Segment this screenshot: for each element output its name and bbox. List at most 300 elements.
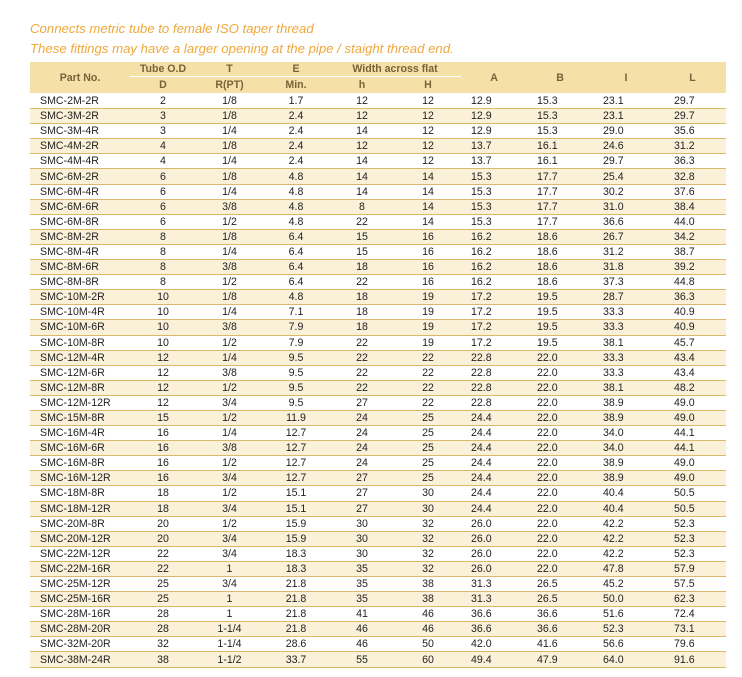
cell-part-no: SMC-3M-4R <box>30 124 130 139</box>
cell-dim-a: 13.7 <box>461 139 527 154</box>
cell-dim-b: 22.0 <box>527 441 593 456</box>
cell-tube-od-d: 25 <box>130 577 196 592</box>
cell-tube-od-d: 25 <box>130 592 196 607</box>
table-row <box>30 229 726 244</box>
cell-dim-l: 36.3 <box>659 154 726 169</box>
cell-dim-i: 36.6 <box>593 214 659 229</box>
cell-e-min: 15.9 <box>263 516 329 531</box>
cell-width-h-small: 14 <box>329 169 395 184</box>
cell-dim-b: 22.0 <box>527 350 593 365</box>
cell-thread-r-pt: 1/2 <box>196 516 263 531</box>
cell-width-h-small: 15 <box>329 229 395 244</box>
header-width-across-flat: Width across flat <box>329 62 461 77</box>
cell-e-min: 2.4 <box>263 139 329 154</box>
cell-dim-b: 18.6 <box>527 275 593 290</box>
table-row <box>30 456 726 471</box>
cell-e-min: 2.4 <box>263 154 329 169</box>
cell-thread-r-pt: 1/4 <box>196 124 263 139</box>
cell-tube-od-d: 18 <box>130 501 196 516</box>
cell-width-h-small: 46 <box>329 622 395 637</box>
cell-thread-r-pt: 3/8 <box>196 365 263 380</box>
cell-tube-od-d: 22 <box>130 561 196 576</box>
table-row <box>30 275 726 290</box>
cell-dim-a: 17.2 <box>461 290 527 305</box>
cell-width-h-big: 12 <box>395 139 461 154</box>
cell-part-no: SMC-16M-4R <box>30 426 130 441</box>
cell-width-h-big: 25 <box>395 456 461 471</box>
cell-width-h-big: 32 <box>395 546 461 561</box>
cell-width-h-big: 46 <box>395 607 461 622</box>
cell-e-min: 33.7 <box>263 652 329 667</box>
cell-dim-b: 17.7 <box>527 184 593 199</box>
cell-width-h-small: 15 <box>329 244 395 259</box>
cell-dim-b: 15.3 <box>527 94 593 109</box>
cell-thread-r-pt: 1/4 <box>196 350 263 365</box>
cell-part-no: SMC-12M-6R <box>30 365 130 380</box>
cell-e-min: 2.4 <box>263 109 329 124</box>
cell-dim-b: 22.0 <box>527 365 593 380</box>
cell-part-no: SMC-4M-2R <box>30 139 130 154</box>
header-e: E <box>263 62 329 77</box>
header-i: I <box>593 62 659 94</box>
cell-width-h-big: 16 <box>395 229 461 244</box>
cell-dim-l: 38.7 <box>659 244 726 259</box>
cell-dim-b: 22.0 <box>527 426 593 441</box>
cell-dim-l: 72.4 <box>659 607 726 622</box>
cell-tube-od-d: 8 <box>130 244 196 259</box>
cell-dim-i: 26.7 <box>593 229 659 244</box>
cell-dim-l: 73.1 <box>659 622 726 637</box>
cell-dim-l: 49.0 <box>659 410 726 425</box>
cell-tube-od-d: 3 <box>130 124 196 139</box>
cell-dim-i: 24.6 <box>593 139 659 154</box>
table-row <box>30 139 726 154</box>
cell-dim-b: 15.3 <box>527 109 593 124</box>
cell-width-h-small: 12 <box>329 94 395 109</box>
cell-tube-od-d: 12 <box>130 380 196 395</box>
cell-tube-od-d: 38 <box>130 652 196 667</box>
cell-dim-l: 48.2 <box>659 380 726 395</box>
spec-table <box>30 62 726 668</box>
cell-dim-i: 56.6 <box>593 637 659 652</box>
cell-dim-l: 49.0 <box>659 395 726 410</box>
cell-tube-od-d: 15 <box>130 410 196 425</box>
cell-dim-a: 26.0 <box>461 516 527 531</box>
cell-part-no: SMC-6M-8R <box>30 214 130 229</box>
cell-e-min: 6.4 <box>263 244 329 259</box>
header-b: B <box>527 62 593 94</box>
cell-dim-l: 36.3 <box>659 290 726 305</box>
cell-e-min: 4.8 <box>263 214 329 229</box>
cell-width-h-small: 30 <box>329 516 395 531</box>
cell-tube-od-d: 8 <box>130 229 196 244</box>
cell-width-h-big: 25 <box>395 441 461 456</box>
cell-dim-a: 24.4 <box>461 471 527 486</box>
cell-dim-b: 22.0 <box>527 516 593 531</box>
cell-tube-od-d: 8 <box>130 275 196 290</box>
cell-thread-r-pt: 1 <box>196 561 263 576</box>
cell-part-no: SMC-38M-24R <box>30 652 130 667</box>
cell-thread-r-pt: 3/8 <box>196 199 263 214</box>
cell-width-h-big: 22 <box>395 395 461 410</box>
table-row <box>30 109 726 124</box>
cell-e-min: 7.9 <box>263 320 329 335</box>
cell-part-no: SMC-16M-12R <box>30 471 130 486</box>
cell-dim-a: 22.8 <box>461 350 527 365</box>
cell-dim-i: 38.1 <box>593 380 659 395</box>
cell-e-min: 21.8 <box>263 577 329 592</box>
cell-dim-i: 38.9 <box>593 456 659 471</box>
cell-e-min: 7.1 <box>263 305 329 320</box>
header-part-no: Part No. <box>30 62 130 94</box>
cell-dim-b: 22.0 <box>527 486 593 501</box>
cell-e-min: 4.8 <box>263 290 329 305</box>
cell-dim-a: 16.2 <box>461 244 527 259</box>
cell-thread-r-pt: 1/2 <box>196 380 263 395</box>
cell-dim-b: 19.5 <box>527 335 593 350</box>
cell-width-h-big: 46 <box>395 622 461 637</box>
table-row <box>30 154 726 169</box>
cell-thread-r-pt: 3/4 <box>196 471 263 486</box>
cell-tube-od-d: 8 <box>130 260 196 275</box>
cell-e-min: 6.4 <box>263 260 329 275</box>
cell-width-h-big: 14 <box>395 214 461 229</box>
cell-width-h-small: 12 <box>329 109 395 124</box>
cell-part-no: SMC-25M-16R <box>30 592 130 607</box>
cell-width-h-small: 24 <box>329 426 395 441</box>
cell-dim-l: 49.0 <box>659 456 726 471</box>
cell-part-no: SMC-16M-8R <box>30 456 130 471</box>
cell-width-h-small: 55 <box>329 652 395 667</box>
cell-tube-od-d: 6 <box>130 169 196 184</box>
cell-e-min: 18.3 <box>263 561 329 576</box>
cell-thread-r-pt: 1 <box>196 592 263 607</box>
cell-part-no: SMC-18M-12R <box>30 501 130 516</box>
cell-part-no: SMC-8M-8R <box>30 275 130 290</box>
cell-width-h-small: 35 <box>329 561 395 576</box>
cell-dim-i: 23.1 <box>593 109 659 124</box>
cell-dim-a: 26.0 <box>461 546 527 561</box>
cell-width-h-big: 32 <box>395 531 461 546</box>
cell-dim-l: 44.1 <box>659 426 726 441</box>
cell-thread-r-pt: 1/4 <box>196 184 263 199</box>
cell-tube-od-d: 16 <box>130 456 196 471</box>
cell-dim-a: 16.2 <box>461 229 527 244</box>
cell-e-min: 15.1 <box>263 501 329 516</box>
cell-width-h-big: 22 <box>395 365 461 380</box>
cell-thread-r-pt: 1/8 <box>196 169 263 184</box>
table-row <box>30 305 726 320</box>
header-t: T <box>196 62 263 77</box>
table-row <box>30 260 726 275</box>
table-row <box>30 184 726 199</box>
cell-width-h-big: 30 <box>395 486 461 501</box>
cell-width-h-big: 50 <box>395 637 461 652</box>
table-row <box>30 592 726 607</box>
cell-dim-b: 17.7 <box>527 214 593 229</box>
cell-part-no: SMC-6M-2R <box>30 169 130 184</box>
cell-thread-r-pt: 3/8 <box>196 320 263 335</box>
cell-dim-i: 52.3 <box>593 622 659 637</box>
cell-dim-b: 22.0 <box>527 395 593 410</box>
cell-thread-r-pt: 1/8 <box>196 109 263 124</box>
cell-dim-i: 40.4 <box>593 486 659 501</box>
cell-width-h-small: 8 <box>329 199 395 214</box>
table-header <box>30 62 726 94</box>
header-r-pt: R(PT) <box>196 77 263 94</box>
cell-dim-i: 45.2 <box>593 577 659 592</box>
cell-thread-r-pt: 3/4 <box>196 395 263 410</box>
cell-e-min: 7.9 <box>263 335 329 350</box>
cell-dim-b: 17.7 <box>527 169 593 184</box>
cell-dim-l: 35.6 <box>659 124 726 139</box>
cell-e-min: 9.5 <box>263 365 329 380</box>
cell-dim-a: 12.9 <box>461 94 527 109</box>
cell-dim-i: 31.0 <box>593 199 659 214</box>
cell-width-h-small: 14 <box>329 184 395 199</box>
cell-dim-l: 91.6 <box>659 652 726 667</box>
cell-tube-od-d: 6 <box>130 214 196 229</box>
cell-width-h-big: 38 <box>395 592 461 607</box>
cell-tube-od-d: 16 <box>130 441 196 456</box>
cell-width-h-big: 19 <box>395 335 461 350</box>
cell-thread-r-pt: 1/4 <box>196 154 263 169</box>
cell-dim-b: 22.0 <box>527 456 593 471</box>
cell-thread-r-pt: 3/8 <box>196 260 263 275</box>
table-row <box>30 350 726 365</box>
cell-part-no: SMC-15M-8R <box>30 410 130 425</box>
cell-thread-r-pt: 1/4 <box>196 305 263 320</box>
cell-dim-l: 52.3 <box>659 546 726 561</box>
cell-dim-l: 43.4 <box>659 350 726 365</box>
cell-width-h-big: 19 <box>395 320 461 335</box>
cell-dim-b: 19.5 <box>527 290 593 305</box>
cell-thread-r-pt: 1/2 <box>196 456 263 471</box>
cell-width-h-small: 27 <box>329 486 395 501</box>
cell-tube-od-d: 16 <box>130 471 196 486</box>
cell-width-h-small: 22 <box>329 380 395 395</box>
cell-width-h-big: 30 <box>395 501 461 516</box>
table-row <box>30 471 726 486</box>
cell-e-min: 9.5 <box>263 350 329 365</box>
cell-dim-b: 26.5 <box>527 577 593 592</box>
cell-part-no: SMC-22M-16R <box>30 561 130 576</box>
cell-width-h-big: 32 <box>395 516 461 531</box>
cell-tube-od-d: 6 <box>130 199 196 214</box>
cell-part-no: SMC-22M-12R <box>30 546 130 561</box>
cell-e-min: 4.8 <box>263 184 329 199</box>
cell-dim-a: 13.7 <box>461 154 527 169</box>
cell-dim-i: 31.2 <box>593 244 659 259</box>
cell-dim-i: 29.0 <box>593 124 659 139</box>
cell-dim-l: 29.7 <box>659 94 726 109</box>
cell-width-h-big: 12 <box>395 154 461 169</box>
cell-width-h-big: 25 <box>395 410 461 425</box>
cell-dim-b: 36.6 <box>527 607 593 622</box>
cell-dim-a: 49.4 <box>461 652 527 667</box>
cell-dim-a: 17.2 <box>461 320 527 335</box>
cell-part-no: SMC-3M-2R <box>30 109 130 124</box>
cell-width-h-small: 30 <box>329 546 395 561</box>
cell-part-no: SMC-8M-6R <box>30 260 130 275</box>
cell-dim-a: 31.3 <box>461 577 527 592</box>
cell-dim-i: 38.1 <box>593 335 659 350</box>
cell-dim-a: 17.2 <box>461 305 527 320</box>
cell-thread-r-pt: 1/2 <box>196 335 263 350</box>
cell-dim-i: 42.2 <box>593 546 659 561</box>
cell-dim-a: 31.3 <box>461 592 527 607</box>
cell-part-no: SMC-2M-2R <box>30 94 130 109</box>
cell-dim-l: 29.7 <box>659 109 726 124</box>
cell-dim-l: 44.8 <box>659 275 726 290</box>
cell-width-h-small: 24 <box>329 456 395 471</box>
table-row <box>30 607 726 622</box>
cell-width-h-small: 35 <box>329 577 395 592</box>
cell-width-h-small: 22 <box>329 365 395 380</box>
cell-tube-od-d: 6 <box>130 184 196 199</box>
cell-dim-i: 42.2 <box>593 516 659 531</box>
cell-e-min: 6.4 <box>263 229 329 244</box>
table-row <box>30 395 726 410</box>
cell-width-h-big: 16 <box>395 244 461 259</box>
cell-dim-i: 33.3 <box>593 365 659 380</box>
cell-dim-b: 19.5 <box>527 305 593 320</box>
cell-dim-b: 22.0 <box>527 546 593 561</box>
cell-width-h-small: 35 <box>329 592 395 607</box>
cell-dim-l: 44.0 <box>659 214 726 229</box>
cell-tube-od-d: 12 <box>130 365 196 380</box>
cell-dim-b: 19.5 <box>527 320 593 335</box>
cell-dim-b: 22.0 <box>527 501 593 516</box>
cell-tube-od-d: 4 <box>130 154 196 169</box>
cell-tube-od-d: 22 <box>130 546 196 561</box>
cell-e-min: 9.5 <box>263 380 329 395</box>
cell-part-no: SMC-10M-4R <box>30 305 130 320</box>
cell-dim-b: 16.1 <box>527 139 593 154</box>
cell-dim-a: 26.0 <box>461 561 527 576</box>
cell-thread-r-pt: 1/8 <box>196 139 263 154</box>
cell-width-h-small: 12 <box>329 139 395 154</box>
cell-dim-b: 15.3 <box>527 124 593 139</box>
cell-e-min: 11.9 <box>263 410 329 425</box>
cell-dim-l: 57.5 <box>659 577 726 592</box>
cell-dim-a: 16.2 <box>461 275 527 290</box>
cell-part-no: SMC-20M-8R <box>30 516 130 531</box>
cell-thread-r-pt: 1-1/2 <box>196 652 263 667</box>
cell-dim-a: 24.4 <box>461 410 527 425</box>
cell-part-no: SMC-16M-6R <box>30 441 130 456</box>
cell-part-no: SMC-8M-4R <box>30 244 130 259</box>
cell-dim-i: 28.7 <box>593 290 659 305</box>
cell-dim-l: 44.1 <box>659 441 726 456</box>
cell-thread-r-pt: 1/2 <box>196 486 263 501</box>
cell-part-no: SMC-10M-2R <box>30 290 130 305</box>
cell-e-min: 21.8 <box>263 607 329 622</box>
table-row <box>30 320 726 335</box>
cell-dim-l: 45.7 <box>659 335 726 350</box>
table-row <box>30 365 726 380</box>
cell-part-no: SMC-6M-4R <box>30 184 130 199</box>
cell-dim-i: 30.2 <box>593 184 659 199</box>
header-tube-od: Tube O.D <box>130 62 196 77</box>
cell-dim-a: 26.0 <box>461 531 527 546</box>
cell-thread-r-pt: 3/8 <box>196 441 263 456</box>
cell-tube-od-d: 12 <box>130 350 196 365</box>
cell-part-no: SMC-25M-12R <box>30 577 130 592</box>
cell-thread-r-pt: 3/4 <box>196 546 263 561</box>
table-row <box>30 652 726 667</box>
table-row <box>30 169 726 184</box>
cell-tube-od-d: 10 <box>130 290 196 305</box>
cell-dim-l: 43.4 <box>659 365 726 380</box>
cell-part-no: SMC-28M-20R <box>30 622 130 637</box>
cell-thread-r-pt: 1/2 <box>196 275 263 290</box>
cell-thread-r-pt: 3/4 <box>196 577 263 592</box>
header-d: D <box>130 77 196 94</box>
table-row <box>30 516 726 531</box>
cell-width-h-small: 22 <box>329 335 395 350</box>
cell-dim-i: 37.3 <box>593 275 659 290</box>
cell-dim-i: 31.8 <box>593 260 659 275</box>
cell-dim-l: 34.2 <box>659 229 726 244</box>
cell-dim-l: 57.9 <box>659 561 726 576</box>
cell-thread-r-pt: 3/4 <box>196 501 263 516</box>
cell-dim-i: 38.9 <box>593 395 659 410</box>
cell-thread-r-pt: 1/4 <box>196 244 263 259</box>
cell-dim-a: 17.2 <box>461 335 527 350</box>
cell-width-h-big: 12 <box>395 94 461 109</box>
cell-dim-a: 24.4 <box>461 501 527 516</box>
cell-width-h-small: 18 <box>329 290 395 305</box>
cell-e-min: 12.7 <box>263 426 329 441</box>
cell-dim-i: 64.0 <box>593 652 659 667</box>
cell-dim-b: 22.0 <box>527 380 593 395</box>
cell-dim-a: 12.9 <box>461 109 527 124</box>
cell-tube-od-d: 10 <box>130 305 196 320</box>
table-row <box>30 124 726 139</box>
cell-width-h-small: 41 <box>329 607 395 622</box>
cell-width-h-big: 25 <box>395 426 461 441</box>
cell-tube-od-d: 28 <box>130 607 196 622</box>
cell-dim-a: 15.3 <box>461 184 527 199</box>
cell-width-h-small: 22 <box>329 214 395 229</box>
cell-width-h-big: 60 <box>395 652 461 667</box>
cell-e-min: 9.5 <box>263 395 329 410</box>
cell-part-no: SMC-10M-8R <box>30 335 130 350</box>
cell-part-no: SMC-28M-16R <box>30 607 130 622</box>
cell-width-h-small: 30 <box>329 531 395 546</box>
cell-part-no: SMC-8M-2R <box>30 229 130 244</box>
cell-tube-od-d: 2 <box>130 94 196 109</box>
cell-dim-l: 38.4 <box>659 199 726 214</box>
cell-tube-od-d: 3 <box>130 109 196 124</box>
cell-width-h-small: 27 <box>329 395 395 410</box>
cell-dim-l: 52.3 <box>659 516 726 531</box>
cell-dim-b: 26.5 <box>527 592 593 607</box>
cell-part-no: SMC-18M-8R <box>30 486 130 501</box>
table-row <box>30 214 726 229</box>
cell-dim-i: 51.6 <box>593 607 659 622</box>
cell-thread-r-pt: 1/8 <box>196 94 263 109</box>
cell-width-h-small: 27 <box>329 501 395 516</box>
table-body <box>30 94 726 668</box>
cell-dim-l: 52.3 <box>659 531 726 546</box>
cell-dim-a: 16.2 <box>461 260 527 275</box>
cell-width-h-big: 12 <box>395 109 461 124</box>
cell-dim-b: 17.7 <box>527 199 593 214</box>
cell-width-h-small: 27 <box>329 471 395 486</box>
cell-e-min: 15.9 <box>263 531 329 546</box>
